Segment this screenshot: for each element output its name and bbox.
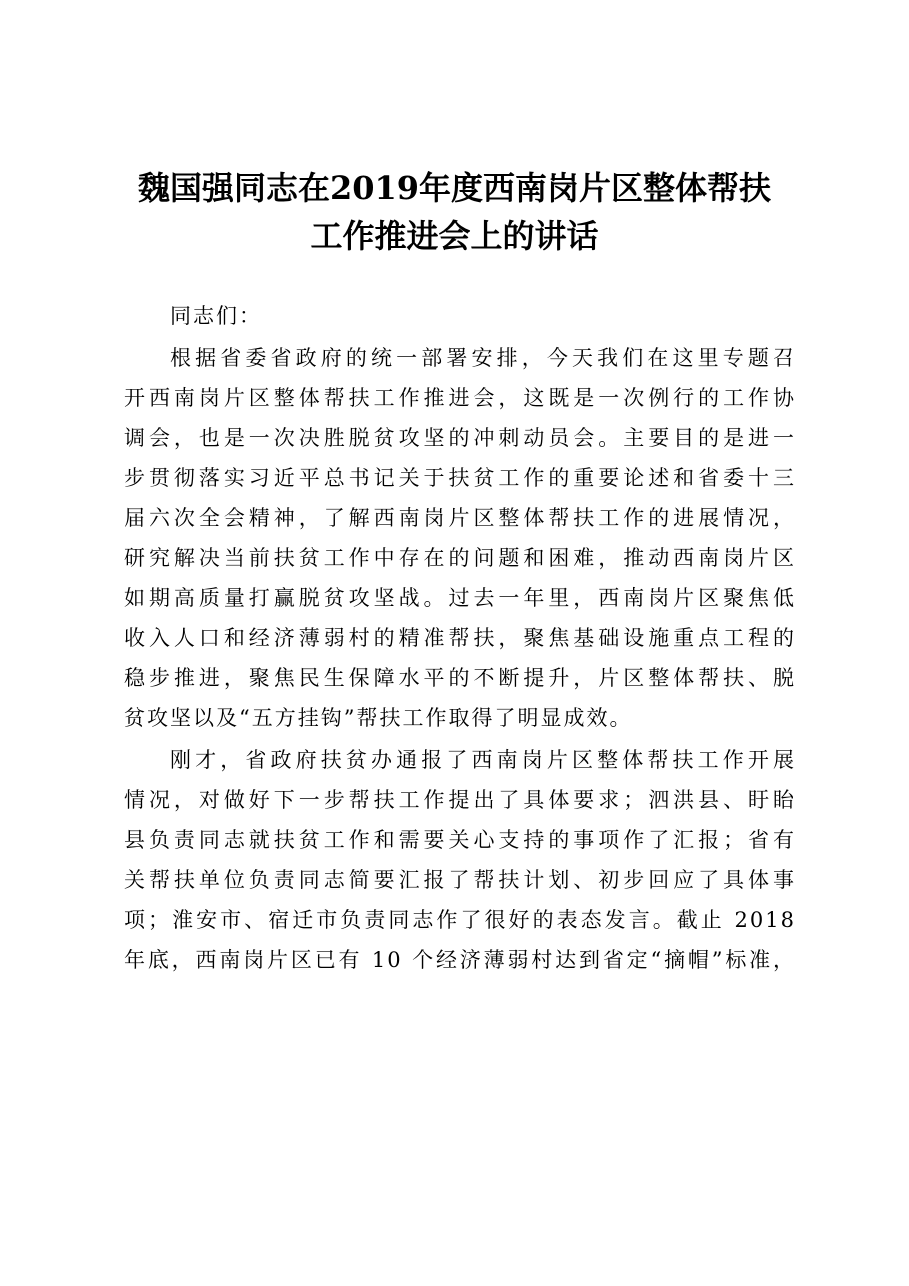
paragraph-line: 开西南岗片区整体帮扶工作推进会，这既是一次例行的工作协 — [124, 386, 796, 410]
title-line: 魏国强同志在2019年度西南岗片区整体帮扶 — [137, 169, 772, 207]
paragraph-line: 届六次全会精神，了解西南岗片区整体帮扶工作的进展情况， — [124, 506, 796, 530]
paragraph-2 — [124, 740, 796, 980]
title-line: 工作推进会上的讲话 — [310, 217, 599, 255]
salutation-paragraph — [124, 296, 796, 336]
paragraph-1 — [124, 338, 796, 738]
paragraph-line: 项；淮安市、宿迁市负责同志作了很好的表态发言。截止 2018 — [124, 908, 796, 932]
paragraph-line: 调会，也是一次决胜脱贫攻坚的冲刺动员会。主要目的是进一 — [124, 426, 796, 450]
paragraph-line: 刚才，省政府扶贫办通报了西南岗片区整体帮扶工作开展 — [170, 748, 796, 772]
paragraph-line: 如期高质量打赢脱贫攻坚战。过去一年里，西南岗片区聚焦低 — [124, 586, 796, 610]
paragraph-line: 步贯彻落实习近平总书记关于扶贫工作的重要论述和省委十三 — [124, 466, 796, 490]
document-body — [124, 296, 796, 980]
paragraph-line: 贫攻坚以及“五方挂钩”帮扶工作取得了明显成效。 — [124, 706, 633, 730]
paragraph-line: 根据省委省政府的统一部署安排，今天我们在这里专题召 — [170, 346, 796, 370]
paragraph-line: 年底，西南岗片区已有 10 个经济薄弱村达到省定“摘帽”标准， — [124, 948, 796, 972]
paragraph-line: 关帮扶单位负责同志简要汇报了帮扶计划、初步回应了具体事 — [124, 868, 796, 892]
paragraph-line: 收入人口和经济薄弱村的精准帮扶，聚焦基础设施重点工程的 — [124, 626, 796, 650]
paragraph-line: 县负责同志就扶贫工作和需要关心支持的事项作了汇报；省有 — [124, 828, 796, 852]
salutation: 同志们： — [170, 304, 262, 328]
paragraph-line: 稳步推进，聚焦民生保障水平的不断提升，片区整体帮扶、脱 — [124, 666, 796, 690]
paragraph-line: 情况，对做好下一步帮扶工作提出了具体要求；泗洪县、盱眙 — [124, 788, 796, 812]
paragraph-line: 研究解决当前扶贫工作中存在的问题和困难，推动西南岗片区 — [124, 546, 796, 570]
document-title — [100, 164, 809, 260]
